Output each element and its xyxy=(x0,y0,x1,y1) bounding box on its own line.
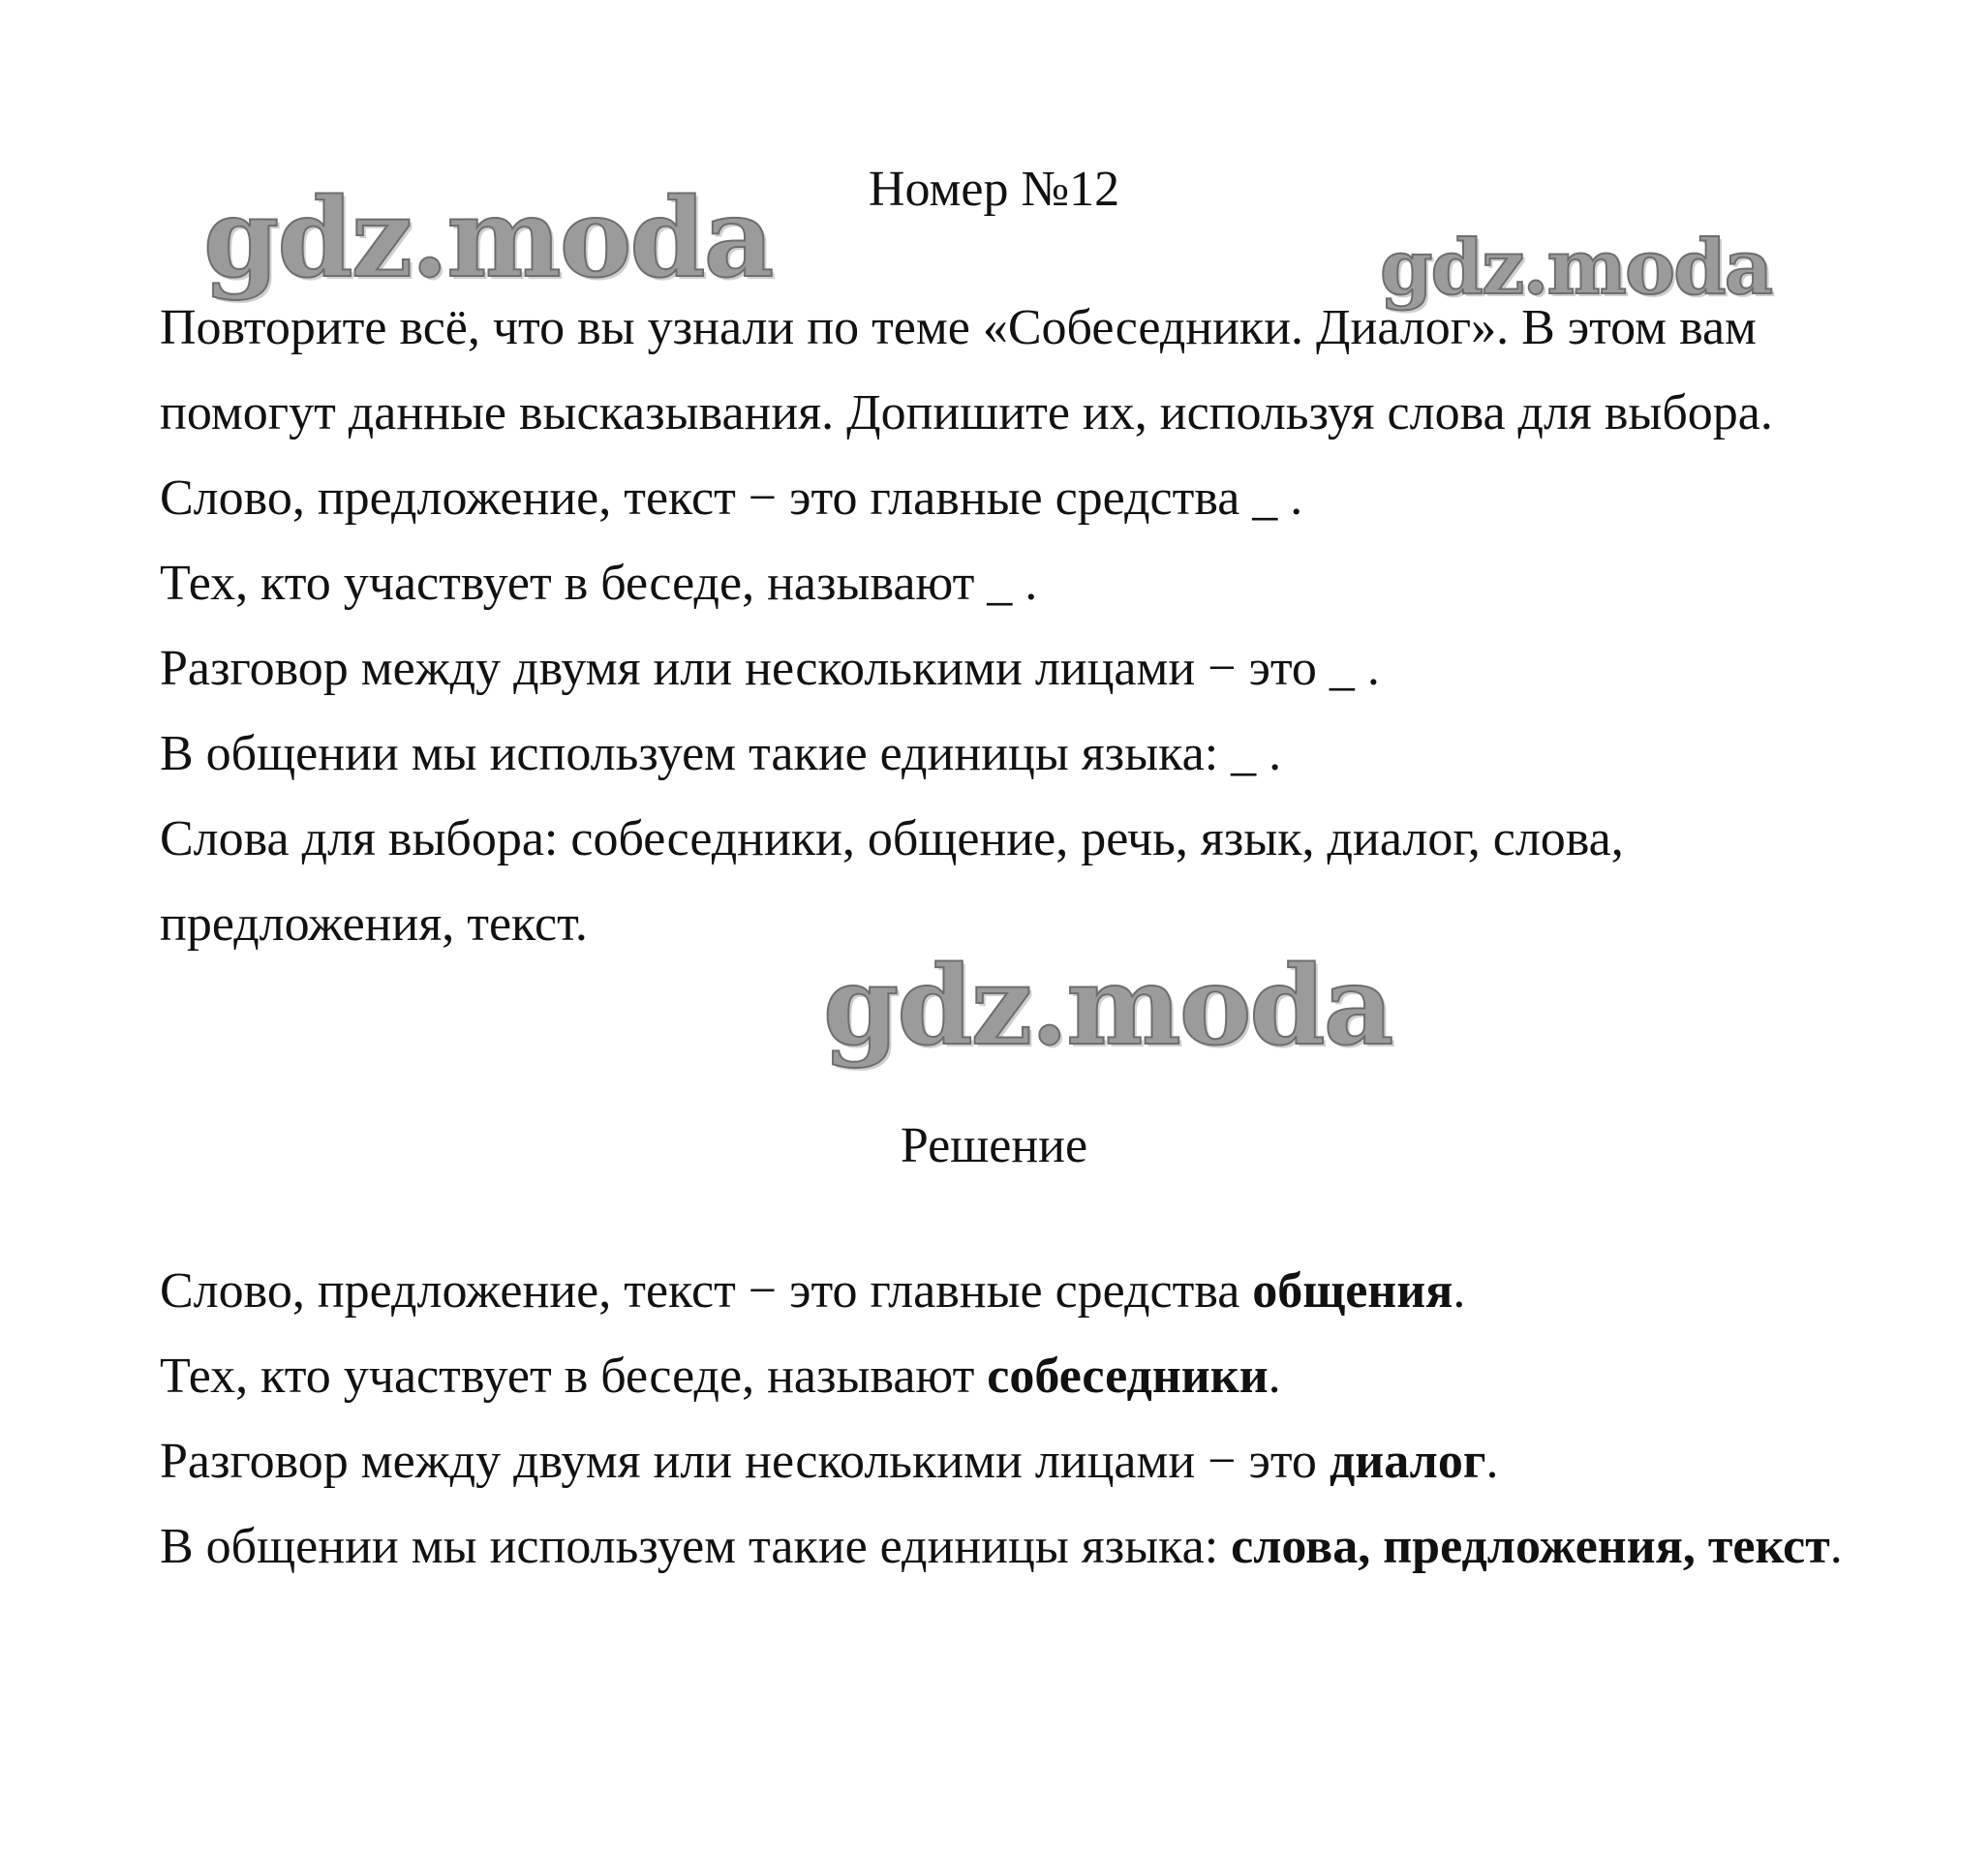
answer-suffix: . xyxy=(1485,1434,1499,1489)
task-sentence: Разговор между двумя или несколькими лицами − это _ . xyxy=(160,641,1380,696)
task-sentence: Тех, кто участвует в беседе, называют _ . xyxy=(160,556,1038,611)
watermark-logo: gdz.moda xyxy=(1380,224,1772,312)
answer-prefix: Разговор между двумя или несколькими лицами − это xyxy=(160,1434,1330,1489)
answer-suffix: . xyxy=(1453,1263,1466,1319)
answer-line xyxy=(160,1249,1864,1334)
answer-word: общения xyxy=(1252,1263,1453,1319)
task-sentence: В общении мы используем такие единицы языка: _ . xyxy=(160,726,1282,781)
answer-prefix: В общении мы используем такие единицы языка: xyxy=(160,1519,1232,1574)
answer-word: собеседники xyxy=(987,1349,1269,1404)
answer-line xyxy=(160,1334,1864,1419)
task-block xyxy=(160,286,1864,967)
answer-line xyxy=(160,1419,1864,1504)
answer-prefix: Слово, предложение, текст − это главные средства xyxy=(160,1263,1253,1319)
answer-suffix: . xyxy=(1829,1519,1843,1574)
answer-word: слова, предложения, текст xyxy=(1231,1519,1830,1574)
answer-suffix: . xyxy=(1268,1349,1281,1404)
answer-line xyxy=(160,1504,1864,1590)
task-intro: Повторите всё, что вы узнали по теме «Собеседники. Диалог». В этом вам помогут данные высказывания. Допишите их, используя слова для выбора. xyxy=(160,300,1773,440)
watermark-logo: gdz.moda xyxy=(823,943,1392,1070)
solution-title: Решение xyxy=(900,1118,1088,1173)
answer-prefix: Тех, кто участвует в беседе, называют xyxy=(160,1349,988,1404)
answers-block xyxy=(160,1249,1864,1590)
watermark-logo: gdz.moda xyxy=(203,175,773,302)
answer-word: диалог xyxy=(1329,1434,1486,1489)
word-bank: Слова для выбора: собеседники, общение, речь, язык, диалог, слова, предложения, текст. xyxy=(160,811,1624,952)
task-sentence: Слово, предложение, текст − это главные средства _ . xyxy=(160,470,1303,526)
page-title: Номер №12 xyxy=(868,162,1120,217)
